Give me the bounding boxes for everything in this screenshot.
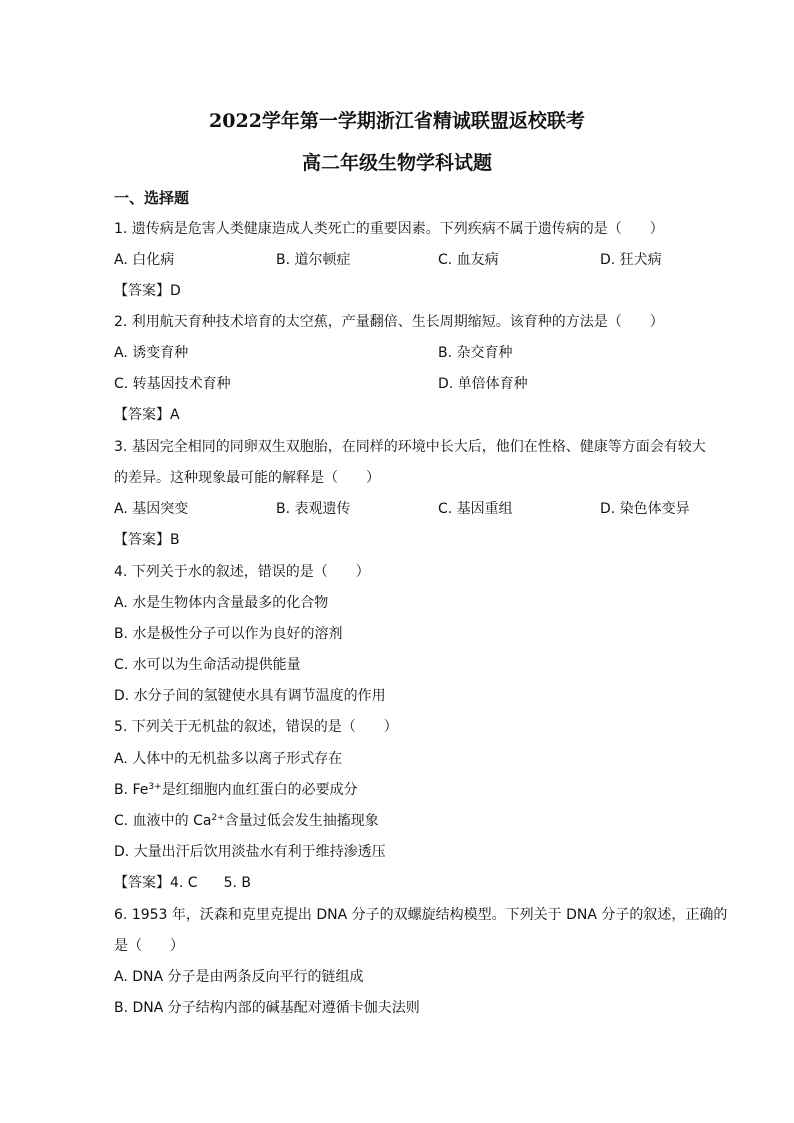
question-4-option-d: D. 水分子间的氢键使水具有调节温度的作用 <box>114 688 386 704</box>
question-3-answer <box>114 529 180 549</box>
question-3-option-c: C. 基因重组 <box>438 501 513 517</box>
question-3-stem-line-2: 的差异。这种现象最可能的解释是（ ） <box>114 470 380 486</box>
question-3-option-a: A. 基因突变 <box>114 501 189 517</box>
section-heading: 一、选择题 <box>114 189 190 207</box>
option-text: 含量过低会发生抽搐现象 <box>224 813 379 829</box>
answer-tag: 【答案】 <box>114 875 170 891</box>
question-3-option-d: D. 染色体变异 <box>600 501 690 517</box>
question-1-option-c: C. 血友病 <box>438 252 499 268</box>
option-text: 是红细胞内血红蛋白的必要成分 <box>161 782 358 798</box>
question-3-stem-line-1: 3. 基因完全相同的同卵双生双胞胎，在同样的环境中长大后，他们在性格、健康等方面会有较大 <box>114 439 706 455</box>
question-5-option-d: D. 大量出汗后饮用淡盐水有利于维持渗透压 <box>114 844 386 860</box>
option-text: C. 血液中的 Ca <box>114 813 212 829</box>
answer-value: B <box>170 532 180 548</box>
answer-value: D <box>170 283 181 299</box>
question-4-option-c: C. 水可以为生命活动提供能量 <box>114 657 301 673</box>
exam-subtitle: 高二年级生物学科试题 <box>301 152 492 174</box>
question-1-stem: 1. 遗传病是危害人类健康造成人类死亡的重要因素。下列疾病不属于遗传病的是（ ） <box>114 221 664 237</box>
question-1-option-d: D. 狂犬病 <box>600 252 662 268</box>
question-3-option-b: B. 表观遗传 <box>276 501 351 517</box>
question-6-option-a: A. DNA 分子是由两条反向平行的链组成 <box>114 969 364 985</box>
question-2-option-d: D. 单倍体育种 <box>438 376 528 392</box>
question-1-option-a: A. 白化病 <box>114 252 175 268</box>
question-5-stem: 5. 下列关于无机盐的叙述，错误的是（ ） <box>114 719 398 735</box>
option-text: B. Fe <box>114 782 149 798</box>
question-1-answer <box>114 280 181 300</box>
answer-value-4: 4. C <box>170 875 198 891</box>
answer-tag: 【答案】 <box>114 283 170 299</box>
question-2-option-c: C. 转基因技术育种 <box>114 376 231 392</box>
question-5-option-c <box>114 810 379 830</box>
question-2-option-a: A. 诱变育种 <box>114 345 189 361</box>
question-4-stem: 4. 下列关于水的叙述，错误的是（ ） <box>114 564 370 580</box>
question-1-option-b: B. 道尔顿症 <box>276 252 351 268</box>
question-5-option-b <box>114 779 358 799</box>
question-4-option-a: A. 水是生物体内含量最多的化合物 <box>114 595 329 611</box>
answer-value: A <box>170 407 180 423</box>
question-5-option-a: A. 人体中的无机盐多以离子形式存在 <box>114 751 343 767</box>
answer-tag: 【答案】 <box>114 407 170 423</box>
question-6-stem-line-1: 6. 1953 年，沃森和克里克提出 DNA 分子的双螺旋结构模型。下列关于 DNA 分子的叙述，正确的 <box>114 907 728 923</box>
answer-value-5: 5. B <box>223 875 252 891</box>
question-2-stem: 2. 利用航天育种技术培育的太空蕉，产量翻倍、生长周期缩短。该育种的方法是（ ） <box>114 314 664 330</box>
question-4-option-b: B. 水是极性分子可以作为良好的溶剂 <box>114 626 343 642</box>
question-2-option-b: B. 杂交育种 <box>438 345 513 361</box>
exam-title: 2022学年第一学期浙江省精诚联盟返校联考 <box>209 110 585 132</box>
ion-charge: 3+ <box>148 782 162 792</box>
question-6-stem-line-2: 是（ ） <box>114 938 184 954</box>
question-4-5-answer <box>114 872 251 892</box>
question-6-option-b: B. DNA 分子结构内部的碱基配对遵循卡伽夫法则 <box>114 1000 420 1016</box>
answer-tag: 【答案】 <box>114 532 170 548</box>
question-2-answer <box>114 404 180 424</box>
ion-charge: 2+ <box>211 813 225 823</box>
